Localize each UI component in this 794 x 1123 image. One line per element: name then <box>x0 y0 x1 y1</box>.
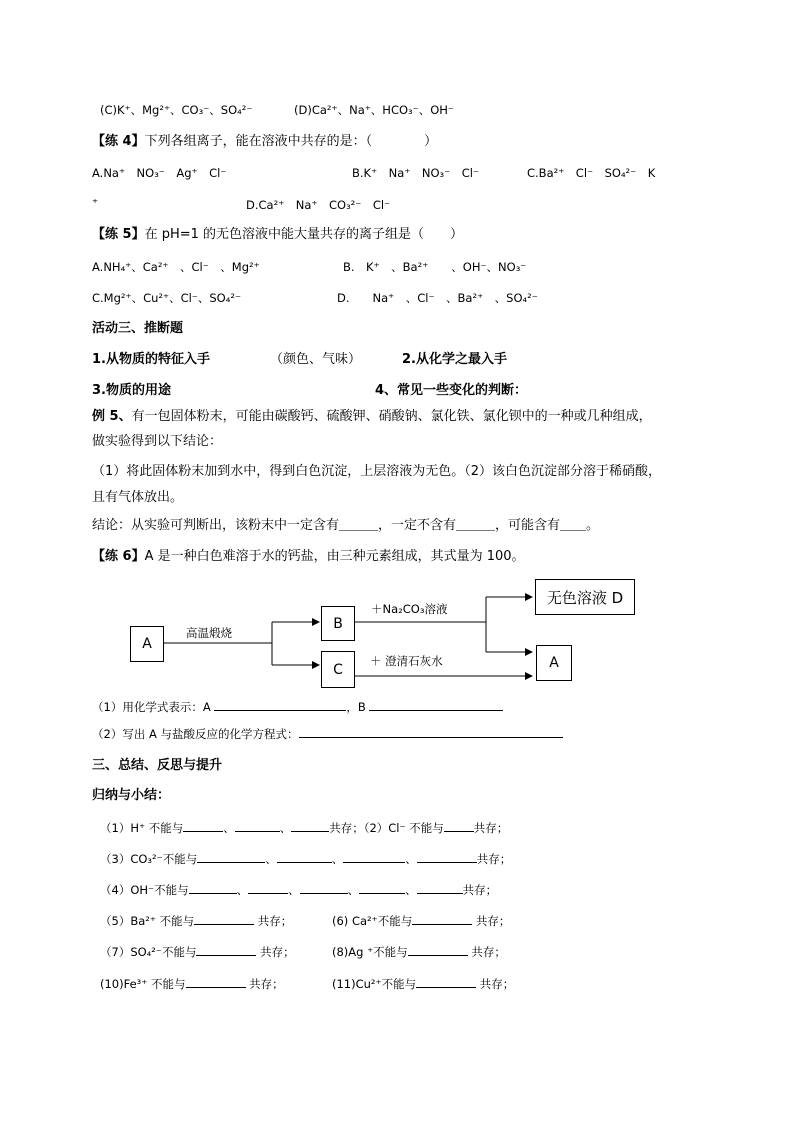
box-c: C <box>321 651 355 688</box>
summary-coexist: 共存； <box>256 945 295 959</box>
summary-item-5 <box>100 911 292 930</box>
ex4-option-c-wrap: ⁺ <box>92 196 99 210</box>
ex4-option-c: C.Ba²⁺ Cl⁻ SO₄²⁻ K <box>527 166 656 180</box>
example-5-line-4: 且有气体放出。 <box>92 490 184 505</box>
answer-blank-equation[interactable] <box>299 724 563 738</box>
label-add-na2co3: ＋Na₂CO₃溶液 <box>371 602 448 616</box>
summary-ca-label: (6) Ca²⁺不能与 <box>332 914 413 928</box>
ex6-q2-label: （2）写出 A 与盐酸反应的化学方程式： <box>92 727 299 741</box>
blank[interactable] <box>197 849 265 863</box>
ex4-option-d: D.Ca²⁺ Na⁺ CO₃²⁻ Cl⁻ <box>246 198 391 212</box>
example-5-conclusion: 结论：从实验可判断出，该粉末中一定含有＿＿＿，一定不含有＿＿＿，可能含有＿＿。 <box>92 518 600 533</box>
blank[interactable] <box>416 974 476 988</box>
summary-coexist: 共存； <box>462 883 498 897</box>
activity-3-point-2: 2.从化学之最入手 <box>402 352 507 367</box>
ex6-question-2 <box>92 724 563 743</box>
ex6-question-1 <box>92 697 503 716</box>
blank[interactable] <box>359 880 405 894</box>
summary-heading: 归纳与小结： <box>92 788 171 803</box>
exercise-6-tag: 【练 6】 <box>92 549 145 564</box>
summary-item-7 <box>100 942 295 961</box>
blank[interactable] <box>417 849 477 863</box>
summary-coexist: 共存； <box>476 977 515 991</box>
example-5-line-2: 做实验得到以下结论： <box>92 434 223 449</box>
q3-option-d: (D)Ca²⁺、Na⁺、HCO₃⁻、OH⁻ <box>294 103 454 117</box>
summary-so4-label: （7）SO₄²⁻不能与 <box>100 945 197 959</box>
section-3-heading: 三、总结、反思与提升 <box>92 758 223 773</box>
summary-coexist: 共存； <box>473 821 509 835</box>
blank[interactable] <box>189 880 237 894</box>
blank[interactable] <box>300 880 348 894</box>
blank[interactable] <box>183 818 223 832</box>
blank[interactable] <box>412 911 472 925</box>
label-add-limewater: ＋ 澄清石灰水 <box>370 654 443 668</box>
ex4-option-b: B.K⁺ Na⁺ NO₃⁻ Cl⁻ <box>352 166 480 180</box>
label-high-temp-calcine: 高温煅烧 <box>186 626 232 640</box>
example-5-text: 有一包固体粉末，可能由碳酸钙、硫酸钾、硝酸钠、氯化铁、氯化钡中的一种或几种组成， <box>131 409 652 424</box>
summary-co3-label: （3）CO₃²⁻不能与 <box>100 852 198 866</box>
summary-oh-label: （4）OH⁻不能与 <box>100 883 189 897</box>
exercise-4-tag: 【练 4】 <box>92 134 145 149</box>
exercise-5-question: 在 pH=1 的无色溶液中能大量共存的离子组是（ ） <box>144 227 464 242</box>
summary-coexist: 共存； <box>245 977 284 991</box>
summary-item-3: （3）CO₃²⁻不能与 、 、 、 共存； <box>100 849 511 868</box>
summary-ag-label: (8)Ag ⁺不能与 <box>332 945 408 959</box>
summary-cu-label: (11)Cu²⁺不能与 <box>332 977 417 991</box>
ex6-q1-b-label: ，B <box>346 700 366 714</box>
blank[interactable] <box>196 942 256 956</box>
summary-ba-label: （5）Ba²⁺ 不能与 <box>100 914 195 928</box>
q3-option-c: (C)K⁺、Mg²⁺、CO₃⁻、SO₄²⁻ <box>100 103 253 117</box>
blank[interactable] <box>248 880 288 894</box>
blank[interactable] <box>277 849 332 863</box>
blank[interactable] <box>194 911 254 925</box>
ex5-option-c: C.Mg²⁺、Cu²⁺、Cl⁻、SO₄²⁻ <box>92 291 242 305</box>
blank[interactable] <box>343 849 405 863</box>
example-5-tag: 例 5、 <box>92 409 132 424</box>
blank[interactable] <box>444 818 474 832</box>
activity-3-point-1: 1.从物质的特征入手 <box>92 352 210 367</box>
activity-3-point-1-note: （颜色、气味） <box>270 352 362 367</box>
summary-h-label: （1）H⁺ 不能与 <box>100 821 184 835</box>
activity-3-point-4: 4、常见一些变化的判断： <box>375 383 528 398</box>
ex6-q1-label: （1）用化学式表示：A <box>92 700 211 714</box>
exercise-6-text: A 是一种白色难溶于水的钙盐，由三种元素组成，其式量为 100。 <box>144 549 525 564</box>
blank[interactable] <box>235 818 280 832</box>
summary-item-4: （4）OH⁻不能与 、 、 、 、 共存； <box>100 880 497 899</box>
activity-3-point-3: 3.物质的用途 <box>92 383 171 398</box>
blank[interactable] <box>186 974 246 988</box>
ex5-option-a: A.NH₄⁺、Ca²⁺ 、Cl⁻ 、Mg²⁺ <box>92 260 260 274</box>
summary-coexist: 共存； <box>467 945 506 959</box>
box-a-product: A <box>536 645 572 681</box>
summary-cl-label: 共存；（2）Cl⁻ 不能与 <box>329 821 444 835</box>
ex5-option-d: D. Na⁺ 、Cl⁻ 、Ba²⁺ 、SO₄²⁻ <box>337 291 538 305</box>
blank[interactable] <box>408 942 468 956</box>
summary-coexist: 共存； <box>476 852 512 866</box>
answer-blank-b[interactable] <box>369 697 503 711</box>
blank[interactable] <box>291 818 329 832</box>
box-colorless-solution-d: 无色溶液 D <box>535 579 635 615</box>
example-5-line-3: （1）将此固体粉末加到水中，得到白色沉淀，上层溶液为无色。（2）该白色沉淀部分溶于稀硝酸， <box>92 464 662 479</box>
summary-item-10 <box>100 974 284 993</box>
summary-item-1-2: （1）H⁺ 不能与 、 、 共存；（2）Cl⁻ 不能与 共存； <box>100 818 508 837</box>
summary-item-11 <box>332 974 514 993</box>
summary-item-6 <box>332 911 510 930</box>
summary-fe-label: (10)Fe³⁺ 不能与 <box>100 977 186 991</box>
summary-coexist: 共存； <box>472 914 511 928</box>
summary-item-8 <box>332 942 506 961</box>
summary-coexist: 共存； <box>254 914 293 928</box>
ex4-option-a: A.Na⁺ NO₃⁻ Ag⁺ Cl⁻ <box>92 166 227 180</box>
ex5-option-b: B. K⁺ 、Ba²⁺ 、OH⁻、NO₃⁻ <box>343 260 527 274</box>
exercise-4-question: 下列各组离子，能在溶液中共存的是：（ ） <box>144 134 438 149</box>
box-a: A <box>130 626 164 662</box>
exercise-5-tag: 【练 5】 <box>92 227 145 242</box>
box-b: B <box>321 606 355 641</box>
blank[interactable] <box>417 880 463 894</box>
activity-3-heading: 活动三、推断题 <box>92 321 184 336</box>
answer-blank-a[interactable] <box>214 697 346 711</box>
